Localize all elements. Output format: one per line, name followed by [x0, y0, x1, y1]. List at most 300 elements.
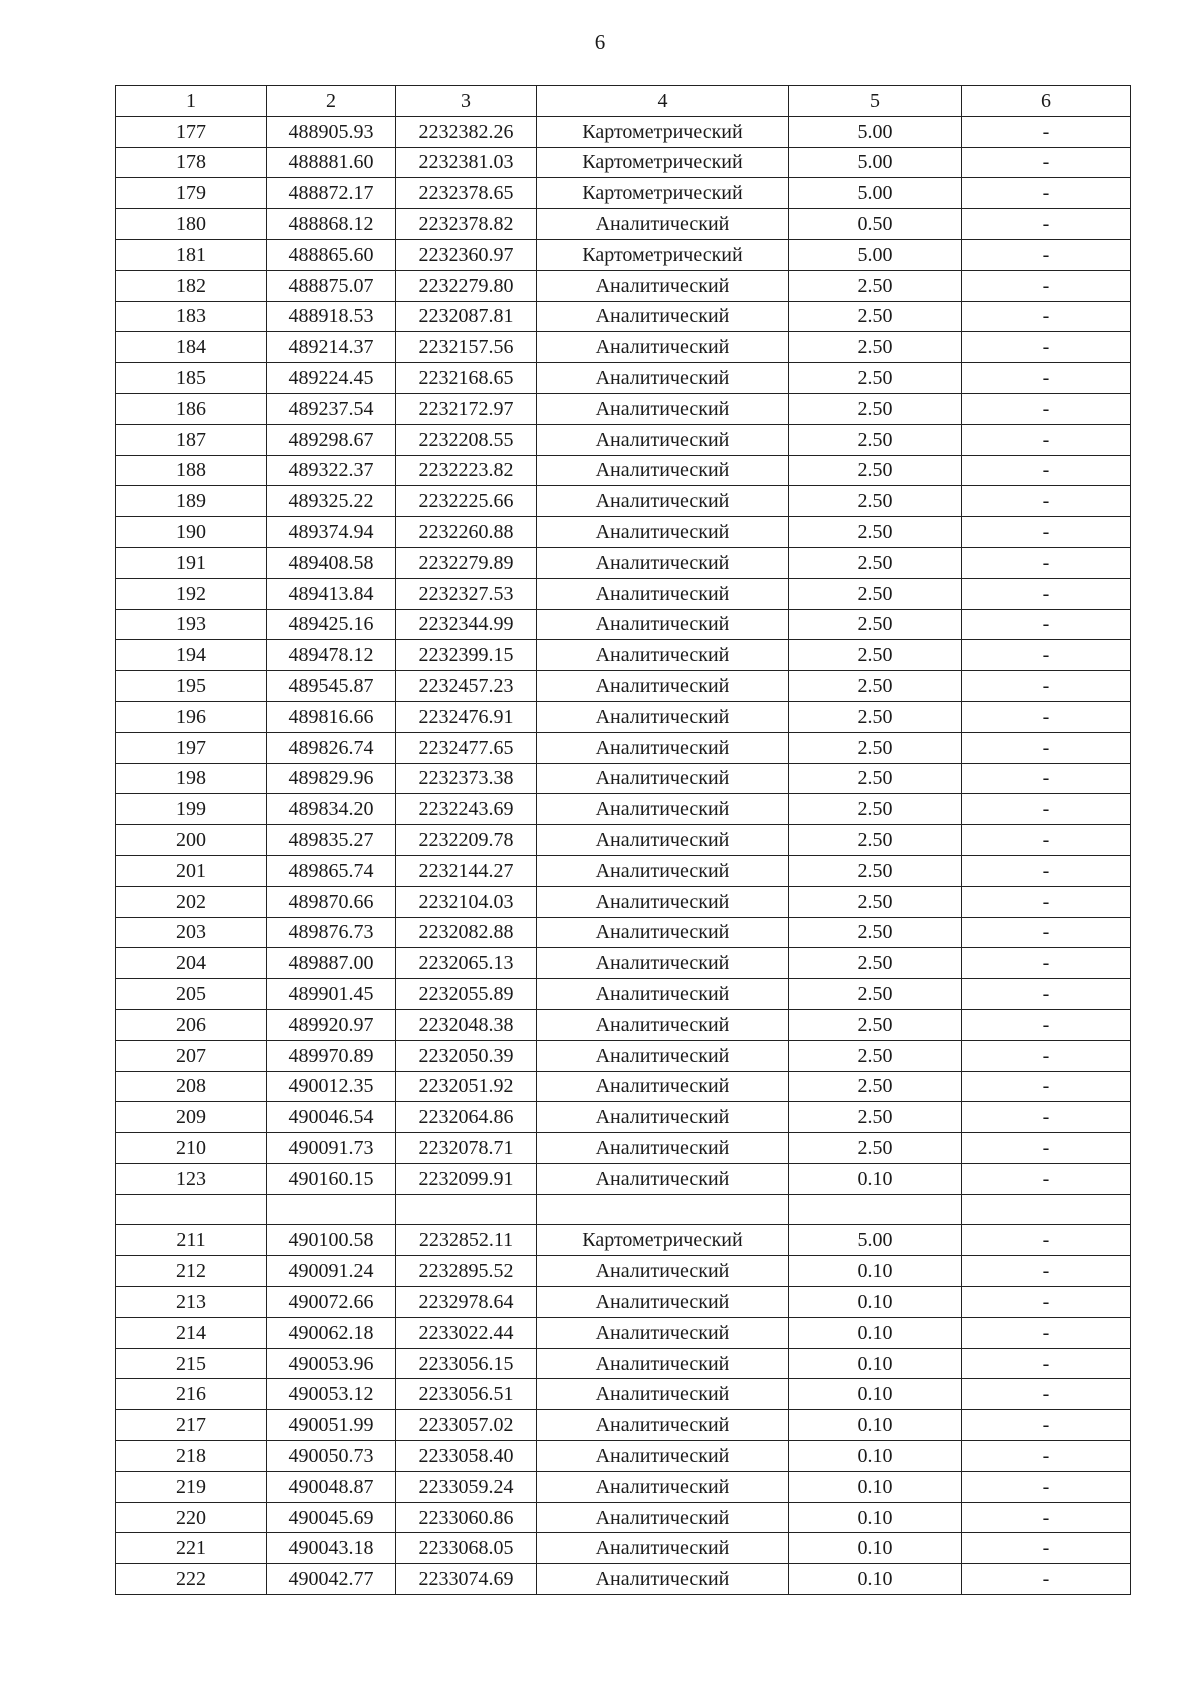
method-cell: Аналитический [537, 886, 789, 917]
point-number-cell: 220 [116, 1502, 267, 1533]
table-row [116, 1040, 1131, 1071]
x-coordinate-cell: 488872.17 [267, 178, 396, 209]
method-cell: Картометрический [537, 178, 789, 209]
point-number-cell: 200 [116, 825, 267, 856]
method-cell: Аналитический [537, 1009, 789, 1040]
accuracy-cell: 2.50 [789, 917, 962, 948]
accuracy-cell: 0.10 [789, 1256, 962, 1287]
y-coordinate-cell: 2232978.64 [396, 1287, 537, 1318]
method-cell: Аналитический [537, 270, 789, 301]
accuracy-cell: 2.50 [789, 825, 962, 856]
point-number-cell: 212 [116, 1256, 267, 1287]
accuracy-cell: 0.10 [789, 1533, 962, 1564]
point-number-cell: 189 [116, 486, 267, 517]
note-cell: - [962, 424, 1131, 455]
method-cell: Аналитический [537, 301, 789, 332]
x-coordinate-cell: 490012.35 [267, 1071, 396, 1102]
accuracy-cell: 0.10 [789, 1410, 962, 1441]
point-number-cell: 203 [116, 917, 267, 948]
point-number-cell: 182 [116, 270, 267, 301]
table-row [116, 979, 1131, 1010]
y-coordinate-cell: 2232378.65 [396, 178, 537, 209]
method-cell: Аналитический [537, 1256, 789, 1287]
x-coordinate-cell: 489970.89 [267, 1040, 396, 1071]
note-cell: - [962, 116, 1131, 147]
point-number-cell: 198 [116, 763, 267, 794]
note-cell: - [962, 578, 1131, 609]
point-number-cell: 181 [116, 239, 267, 270]
note-cell: - [962, 1071, 1131, 1102]
x-coordinate-cell: 488865.60 [267, 239, 396, 270]
point-number-cell: 218 [116, 1441, 267, 1472]
note-cell: - [962, 1287, 1131, 1318]
note-cell: - [962, 1256, 1131, 1287]
y-coordinate-cell: 2232279.89 [396, 547, 537, 578]
x-coordinate-cell: 489835.27 [267, 825, 396, 856]
accuracy-cell [789, 1194, 962, 1225]
method-cell: Картометрический [537, 239, 789, 270]
y-coordinate-cell: 2233022.44 [396, 1317, 537, 1348]
table-row [116, 701, 1131, 732]
table-row [116, 547, 1131, 578]
x-coordinate-cell: 489876.73 [267, 917, 396, 948]
method-cell: Аналитический [537, 1287, 789, 1318]
point-number-cell: 194 [116, 640, 267, 671]
column-header: 4 [537, 86, 789, 117]
x-coordinate-cell: 490043.18 [267, 1533, 396, 1564]
table-row [116, 1533, 1131, 1564]
point-number-cell: 185 [116, 363, 267, 394]
table-row [116, 363, 1131, 394]
accuracy-cell: 2.50 [789, 855, 962, 886]
method-cell: Аналитический [537, 671, 789, 702]
y-coordinate-cell: 2232373.38 [396, 763, 537, 794]
table-row [116, 116, 1131, 147]
accuracy-cell: 5.00 [789, 1225, 962, 1256]
method-cell: Аналитический [537, 825, 789, 856]
note-cell: - [962, 1133, 1131, 1164]
y-coordinate-cell: 2233057.02 [396, 1410, 537, 1441]
note-cell: - [962, 1410, 1131, 1441]
table-row [116, 1379, 1131, 1410]
method-cell: Аналитический [537, 393, 789, 424]
accuracy-cell: 2.50 [789, 486, 962, 517]
point-number-cell: 178 [116, 147, 267, 178]
method-cell: Аналитический [537, 1071, 789, 1102]
table-row [116, 1009, 1131, 1040]
method-cell: Аналитический [537, 1564, 789, 1595]
table-row [116, 332, 1131, 363]
accuracy-cell: 0.50 [789, 209, 962, 240]
point-number-cell: 210 [116, 1133, 267, 1164]
method-cell: Аналитический [537, 1533, 789, 1564]
point-number-cell: 205 [116, 979, 267, 1010]
note-cell: - [962, 517, 1131, 548]
accuracy-cell: 0.10 [789, 1441, 962, 1472]
accuracy-cell: 2.50 [789, 332, 962, 363]
accuracy-cell: 0.10 [789, 1348, 962, 1379]
y-coordinate-cell: 2232852.11 [396, 1225, 537, 1256]
x-coordinate-cell: 488905.93 [267, 116, 396, 147]
y-coordinate-cell: 2232477.65 [396, 732, 537, 763]
table-row [116, 239, 1131, 270]
table-row [116, 147, 1131, 178]
note-cell: - [962, 794, 1131, 825]
y-coordinate-cell: 2232209.78 [396, 825, 537, 856]
x-coordinate-cell: 489920.97 [267, 1009, 396, 1040]
x-coordinate-cell: 489214.37 [267, 332, 396, 363]
accuracy-cell: 5.00 [789, 239, 962, 270]
table-row [116, 209, 1131, 240]
note-cell: - [962, 547, 1131, 578]
note-cell: - [962, 825, 1131, 856]
x-coordinate-cell: 490053.12 [267, 1379, 396, 1410]
method-cell: Аналитический [537, 855, 789, 886]
accuracy-cell: 2.50 [789, 948, 962, 979]
table-row [116, 1194, 1131, 1225]
note-cell: - [962, 732, 1131, 763]
point-number-cell: 209 [116, 1102, 267, 1133]
table-header-row [116, 86, 1131, 117]
accuracy-cell: 2.50 [789, 424, 962, 455]
method-cell: Картометрический [537, 116, 789, 147]
x-coordinate-cell: 490053.96 [267, 1348, 396, 1379]
note-cell: - [962, 609, 1131, 640]
table-row [116, 825, 1131, 856]
table-row [116, 855, 1131, 886]
table-row [116, 794, 1131, 825]
method-cell: Аналитический [537, 1471, 789, 1502]
note-cell: - [962, 455, 1131, 486]
point-number-cell: 204 [116, 948, 267, 979]
point-number-cell: 208 [116, 1071, 267, 1102]
table-row [116, 270, 1131, 301]
y-coordinate-cell: 2232208.55 [396, 424, 537, 455]
y-coordinate-cell: 2232050.39 [396, 1040, 537, 1071]
method-cell: Аналитический [537, 794, 789, 825]
note-cell: - [962, 239, 1131, 270]
x-coordinate-cell: 490045.69 [267, 1502, 396, 1533]
y-coordinate-cell: 2232225.66 [396, 486, 537, 517]
point-number-cell: 202 [116, 886, 267, 917]
accuracy-cell: 0.10 [789, 1471, 962, 1502]
table-row [116, 301, 1131, 332]
accuracy-cell: 2.50 [789, 393, 962, 424]
method-cell: Аналитический [537, 455, 789, 486]
accuracy-cell: 2.50 [789, 671, 962, 702]
x-coordinate-cell: 489325.22 [267, 486, 396, 517]
method-cell: Аналитический [537, 609, 789, 640]
point-number-cell: 217 [116, 1410, 267, 1441]
y-coordinate-cell: 2232078.71 [396, 1133, 537, 1164]
note-cell: - [962, 671, 1131, 702]
point-number-cell: 187 [116, 424, 267, 455]
note-cell: - [962, 701, 1131, 732]
x-coordinate-cell: 490048.87 [267, 1471, 396, 1502]
method-cell: Аналитический [537, 517, 789, 548]
y-coordinate-cell: 2232099.91 [396, 1163, 537, 1194]
y-coordinate-cell [396, 1194, 537, 1225]
method-cell: Аналитический [537, 1317, 789, 1348]
y-coordinate-cell: 2233068.05 [396, 1533, 537, 1564]
x-coordinate-cell: 489865.74 [267, 855, 396, 886]
table-row [116, 578, 1131, 609]
method-cell: Аналитический [537, 209, 789, 240]
accuracy-cell: 0.10 [789, 1287, 962, 1318]
note-cell: - [962, 363, 1131, 394]
accuracy-cell: 0.10 [789, 1379, 962, 1410]
accuracy-cell: 2.50 [789, 794, 962, 825]
y-coordinate-cell: 2232172.97 [396, 393, 537, 424]
method-cell: Аналитический [537, 486, 789, 517]
method-cell: Аналитический [537, 701, 789, 732]
table-row [116, 1071, 1131, 1102]
point-number-cell: 123 [116, 1163, 267, 1194]
x-coordinate-cell: 489237.54 [267, 393, 396, 424]
point-number-cell: 179 [116, 178, 267, 209]
method-cell: Аналитический [537, 732, 789, 763]
table-row [116, 1348, 1131, 1379]
note-cell: - [962, 1009, 1131, 1040]
x-coordinate-cell: 490050.73 [267, 1441, 396, 1472]
table-row [116, 1502, 1131, 1533]
method-cell: Аналитический [537, 1441, 789, 1472]
y-coordinate-cell: 2232157.56 [396, 332, 537, 363]
table-row [116, 393, 1131, 424]
note-cell: - [962, 1533, 1131, 1564]
table-body [116, 116, 1131, 1594]
accuracy-cell: 2.50 [789, 1009, 962, 1040]
point-number-cell: 206 [116, 1009, 267, 1040]
y-coordinate-cell: 2232048.38 [396, 1009, 537, 1040]
note-cell [962, 1194, 1131, 1225]
point-number-cell: 207 [116, 1040, 267, 1071]
x-coordinate-cell: 489425.16 [267, 609, 396, 640]
y-coordinate-cell: 2233059.24 [396, 1471, 537, 1502]
y-coordinate-cell: 2232476.91 [396, 701, 537, 732]
note-cell: - [962, 979, 1131, 1010]
x-coordinate-cell: 489829.96 [267, 763, 396, 794]
method-cell: Аналитический [537, 578, 789, 609]
point-number-cell: 221 [116, 1533, 267, 1564]
column-header: 3 [396, 86, 537, 117]
note-cell: - [962, 1163, 1131, 1194]
point-number-cell: 201 [116, 855, 267, 886]
y-coordinate-cell: 2232087.81 [396, 301, 537, 332]
note-cell: - [962, 147, 1131, 178]
table-row [116, 455, 1131, 486]
column-header: 5 [789, 86, 962, 117]
accuracy-cell: 2.50 [789, 578, 962, 609]
x-coordinate-cell [267, 1194, 396, 1225]
x-coordinate-cell: 488881.60 [267, 147, 396, 178]
method-cell: Аналитический [537, 363, 789, 394]
y-coordinate-cell: 2232243.69 [396, 794, 537, 825]
table-row [116, 486, 1131, 517]
note-cell: - [962, 948, 1131, 979]
y-coordinate-cell: 2232399.15 [396, 640, 537, 671]
note-cell: - [962, 301, 1131, 332]
x-coordinate-cell: 490100.58 [267, 1225, 396, 1256]
accuracy-cell: 2.50 [789, 363, 962, 394]
point-number-cell: 222 [116, 1564, 267, 1595]
method-cell: Аналитический [537, 1410, 789, 1441]
y-coordinate-cell: 2232051.92 [396, 1071, 537, 1102]
x-coordinate-cell: 490051.99 [267, 1410, 396, 1441]
accuracy-cell: 2.50 [789, 640, 962, 671]
table-row [116, 1471, 1131, 1502]
method-cell: Аналитический [537, 547, 789, 578]
accuracy-cell: 0.10 [789, 1502, 962, 1533]
table-row [116, 1410, 1131, 1441]
point-number-cell: 180 [116, 209, 267, 240]
x-coordinate-cell: 489413.84 [267, 578, 396, 609]
note-cell: - [962, 1040, 1131, 1071]
y-coordinate-cell: 2232104.03 [396, 886, 537, 917]
page-number: 6 [594, 30, 606, 54]
point-number-cell: 183 [116, 301, 267, 332]
note-cell: - [962, 1471, 1131, 1502]
table-row [116, 732, 1131, 763]
accuracy-cell: 2.50 [789, 547, 962, 578]
table-row [116, 609, 1131, 640]
note-cell: - [962, 270, 1131, 301]
table-row [116, 517, 1131, 548]
point-number-cell: 213 [116, 1287, 267, 1318]
x-coordinate-cell: 490046.54 [267, 1102, 396, 1133]
accuracy-cell: 2.50 [789, 301, 962, 332]
accuracy-cell: 2.50 [789, 1102, 962, 1133]
accuracy-cell: 2.50 [789, 763, 962, 794]
point-number-cell: 186 [116, 393, 267, 424]
point-number-cell: 195 [116, 671, 267, 702]
note-cell: - [962, 332, 1131, 363]
accuracy-cell: 2.50 [789, 732, 962, 763]
note-cell: - [962, 855, 1131, 886]
note-cell: - [962, 178, 1131, 209]
y-coordinate-cell: 2233074.69 [396, 1564, 537, 1595]
method-cell: Аналитический [537, 763, 789, 794]
point-number-cell: 190 [116, 517, 267, 548]
column-header: 1 [116, 86, 267, 117]
table-row [116, 671, 1131, 702]
note-cell: - [962, 763, 1131, 794]
table-row [116, 1163, 1131, 1194]
x-coordinate-cell: 489374.94 [267, 517, 396, 548]
table-row [116, 917, 1131, 948]
x-coordinate-cell: 489834.20 [267, 794, 396, 825]
accuracy-cell: 0.10 [789, 1163, 962, 1194]
y-coordinate-cell: 2232378.82 [396, 209, 537, 240]
y-coordinate-cell: 2232344.99 [396, 609, 537, 640]
table-row [116, 1441, 1131, 1472]
y-coordinate-cell: 2232168.65 [396, 363, 537, 394]
x-coordinate-cell: 490072.66 [267, 1287, 396, 1318]
table-row [116, 1256, 1131, 1287]
note-cell: - [962, 1102, 1131, 1133]
x-coordinate-cell: 488918.53 [267, 301, 396, 332]
table-row [116, 1133, 1131, 1164]
point-number-cell: 197 [116, 732, 267, 763]
x-coordinate-cell: 489816.66 [267, 701, 396, 732]
coordinates-table [115, 85, 1131, 1595]
accuracy-cell: 0.10 [789, 1317, 962, 1348]
y-coordinate-cell: 2233056.51 [396, 1379, 537, 1410]
note-cell: - [962, 1225, 1131, 1256]
table-row [116, 424, 1131, 455]
accuracy-cell: 2.50 [789, 1071, 962, 1102]
method-cell: Аналитический [537, 948, 789, 979]
x-coordinate-cell: 489408.58 [267, 547, 396, 578]
method-cell: Аналитический [537, 1502, 789, 1533]
note-cell: - [962, 486, 1131, 517]
y-coordinate-cell: 2232457.23 [396, 671, 537, 702]
note-cell: - [962, 1502, 1131, 1533]
method-cell: Аналитический [537, 640, 789, 671]
method-cell: Аналитический [537, 1133, 789, 1164]
accuracy-cell: 5.00 [789, 116, 962, 147]
y-coordinate-cell: 2232381.03 [396, 147, 537, 178]
column-header: 6 [962, 86, 1131, 117]
x-coordinate-cell: 490160.15 [267, 1163, 396, 1194]
note-cell: - [962, 917, 1131, 948]
y-coordinate-cell: 2232327.53 [396, 578, 537, 609]
accuracy-cell: 2.50 [789, 1040, 962, 1071]
accuracy-cell: 5.00 [789, 178, 962, 209]
y-coordinate-cell: 2232223.82 [396, 455, 537, 486]
note-cell: - [962, 393, 1131, 424]
table-row [116, 1287, 1131, 1318]
y-coordinate-cell: 2233060.86 [396, 1502, 537, 1533]
x-coordinate-cell: 490091.24 [267, 1256, 396, 1287]
method-cell: Аналитический [537, 1348, 789, 1379]
point-number-cell: 184 [116, 332, 267, 363]
accuracy-cell: 2.50 [789, 609, 962, 640]
method-cell: Аналитический [537, 332, 789, 363]
method-cell: Аналитический [537, 1379, 789, 1410]
x-coordinate-cell: 490062.18 [267, 1317, 396, 1348]
note-cell: - [962, 1379, 1131, 1410]
y-coordinate-cell: 2232055.89 [396, 979, 537, 1010]
y-coordinate-cell: 2232895.52 [396, 1256, 537, 1287]
x-coordinate-cell: 489870.66 [267, 886, 396, 917]
accuracy-cell: 2.50 [789, 886, 962, 917]
y-coordinate-cell: 2232360.97 [396, 239, 537, 270]
x-coordinate-cell: 489887.00 [267, 948, 396, 979]
method-cell: Аналитический [537, 979, 789, 1010]
point-number-cell: 214 [116, 1317, 267, 1348]
note-cell: - [962, 1564, 1131, 1595]
y-coordinate-cell: 2232064.86 [396, 1102, 537, 1133]
y-coordinate-cell: 2232382.26 [396, 116, 537, 147]
method-cell [537, 1194, 789, 1225]
method-cell: Аналитический [537, 1163, 789, 1194]
x-coordinate-cell: 490091.73 [267, 1133, 396, 1164]
y-coordinate-cell: 2232144.27 [396, 855, 537, 886]
point-number-cell: 193 [116, 609, 267, 640]
accuracy-cell: 2.50 [789, 701, 962, 732]
column-header: 2 [267, 86, 396, 117]
accuracy-cell: 2.50 [789, 1133, 962, 1164]
point-number-cell: 188 [116, 455, 267, 486]
point-number-cell: 215 [116, 1348, 267, 1379]
accuracy-cell: 5.00 [789, 147, 962, 178]
point-number-cell: 192 [116, 578, 267, 609]
table-row [116, 640, 1131, 671]
x-coordinate-cell: 489322.37 [267, 455, 396, 486]
note-cell: - [962, 640, 1131, 671]
y-coordinate-cell: 2232082.88 [396, 917, 537, 948]
